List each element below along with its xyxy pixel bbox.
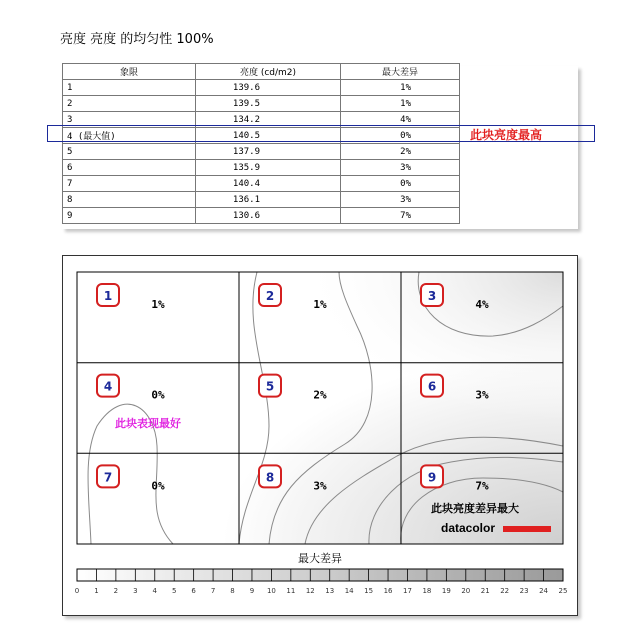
- quadrant-cell: 5: [63, 144, 196, 160]
- legend-tick-label: 7: [210, 587, 216, 595]
- table-row: [63, 144, 460, 160]
- diff-cell: 0%: [341, 128, 460, 144]
- zone-8-diff: 3%: [313, 479, 327, 493]
- table-header-row: [63, 64, 460, 80]
- luminance-cell: 134.2: [196, 112, 341, 128]
- luminance-cell: 140.5: [196, 128, 341, 144]
- quadrant-cell: 9: [63, 208, 196, 224]
- legend-title: 最大差异: [298, 552, 342, 565]
- zone-1-label: 1: [103, 289, 113, 303]
- luminance-cell: 130.6: [196, 208, 341, 224]
- legend-tick-label: 6: [191, 587, 196, 595]
- diff-cell: 7%: [341, 208, 460, 224]
- zone-7-label: 7: [103, 470, 113, 485]
- worst-zone-note: 此块亮度差异最大: [431, 502, 519, 515]
- diff-cell: 3%: [341, 192, 460, 208]
- legend-tick-label: 0: [74, 587, 80, 595]
- luminance-cell: 139.5: [196, 96, 341, 112]
- legend-tick-label: 18: [422, 587, 432, 595]
- table-row: [63, 80, 460, 96]
- zone-5-diff: 2%: [313, 388, 327, 402]
- legend-tick-label: 8: [230, 587, 235, 595]
- table-row: [63, 160, 460, 176]
- diff-cell: 2%: [341, 144, 460, 160]
- luminance-cell: 136.1: [196, 192, 341, 208]
- legend-tick-label: 17: [403, 587, 412, 595]
- legend-tick-label: 14: [344, 587, 354, 595]
- quadrant-cell: 7: [63, 176, 196, 192]
- quadrant-cell: 3: [63, 112, 196, 128]
- quadrant-cell: 1: [63, 80, 196, 96]
- zone-8-label: 8: [265, 470, 275, 485]
- header-quadrant: 象限: [63, 64, 196, 80]
- diff-cell: 4%: [341, 112, 460, 128]
- zone-7-diff: 0%: [151, 479, 165, 493]
- legend-tick-label: 16: [383, 587, 393, 595]
- table-row: [63, 96, 460, 112]
- luminance-cell: 137.9: [196, 144, 341, 160]
- legend-tick-label: 9: [249, 587, 255, 595]
- quadrant-cell: 2: [63, 96, 196, 112]
- zone-1-diff: 1%: [151, 298, 165, 311]
- zone-6-label: 6: [427, 379, 437, 394]
- page-title: 亮度 亮度 的均匀性 100%: [60, 32, 214, 47]
- legend-tick-label: 20: [461, 587, 471, 595]
- header-luminance: 亮度 (cd/m2): [196, 64, 341, 80]
- zone-6-diff: 3%: [475, 388, 489, 402]
- table-row: [63, 208, 460, 224]
- luminance-cell: 140.4: [196, 176, 341, 192]
- legend-tick-label: 4: [152, 587, 157, 595]
- legend-tick-label: 11: [286, 587, 296, 595]
- quadrant-cell: 8: [63, 192, 196, 208]
- table-row: [63, 176, 460, 192]
- uniformity-chart: [62, 255, 578, 616]
- zone-5-label: 5: [265, 379, 275, 394]
- diff-cell: 1%: [341, 80, 460, 96]
- zone-4-label: 4: [103, 379, 113, 394]
- zone-2-label: 2: [265, 289, 275, 303]
- luminance-cell: 135.9: [196, 160, 341, 176]
- zone-4-diff: 0%: [151, 388, 165, 402]
- legend-tick-label: 23: [519, 587, 529, 595]
- quadrant-cell: 6: [63, 160, 196, 176]
- legend-tick-label: 5: [171, 587, 177, 595]
- legend-tick-label: 21: [480, 587, 490, 595]
- legend-tick-label: 2: [113, 587, 119, 595]
- zone-3-diff: 4%: [475, 298, 489, 311]
- uniformity-table: [62, 63, 460, 224]
- zone-2-diff: 1%: [313, 298, 327, 311]
- legend-tick-label: 10: [266, 587, 276, 595]
- legend-tick-label: 25: [558, 587, 568, 595]
- uniformity-chart-svg: [63, 256, 577, 615]
- datacolor-logo-bar: [503, 526, 551, 532]
- legend-tick-label: 12: [305, 587, 315, 595]
- legend-tick-label: 19: [441, 587, 451, 595]
- table-body: [63, 80, 460, 224]
- quadrant-cell: 4 (最大值): [63, 128, 196, 144]
- diff-cell: 3%: [341, 160, 460, 176]
- best-zone-note: 此块表现最好: [115, 417, 181, 430]
- legend-scale-bar: [77, 569, 563, 581]
- legend-tick-label: 13: [325, 587, 335, 595]
- zone-3-label: 3: [427, 289, 437, 303]
- datacolor-logo: datacolor: [441, 521, 496, 535]
- highlight-note: 此块亮度最高: [470, 128, 543, 142]
- legend-tick-label: 24: [539, 587, 549, 595]
- luminance-cell: 139.6: [196, 80, 341, 96]
- table-row: [63, 192, 460, 208]
- legend-tick-label: 3: [133, 587, 138, 595]
- diff-cell: 1%: [341, 96, 460, 112]
- header-diff: 最大差异: [341, 64, 460, 80]
- zone-9-diff: 7%: [475, 479, 489, 493]
- diff-cell: 0%: [341, 176, 460, 192]
- legend-tick-label: 1: [94, 587, 99, 595]
- legend-tick-label: 15: [364, 587, 374, 595]
- zone-9-label: 9: [427, 470, 437, 485]
- legend-tick-label: 22: [500, 587, 510, 595]
